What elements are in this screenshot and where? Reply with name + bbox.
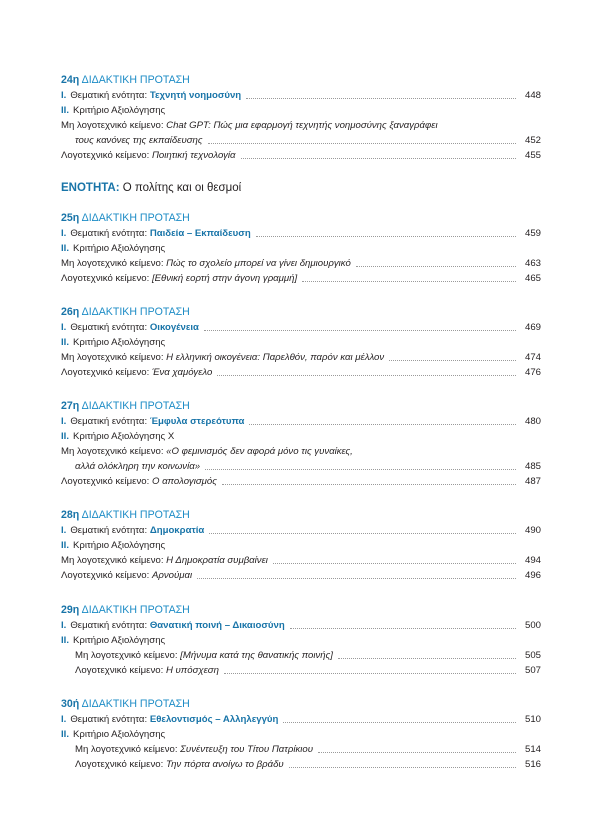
unit-label: ΕΝΟΤΗΤΑ: <box>61 182 120 194</box>
roman-numeral: II. <box>61 729 69 740</box>
entry-title: Συνέντευξη του Τίτου Πατρίκιου <box>180 744 313 755</box>
roman-numeral: I. <box>61 525 67 536</box>
page-number: 487 <box>524 476 541 487</box>
entry-prefix: Κριτήριο Αξιολόγησης <box>73 635 166 646</box>
toc-entry[interactable] <box>61 226 541 241</box>
section-heading <box>61 399 541 414</box>
toc-entry[interactable] <box>61 663 541 678</box>
entry-title: [Εθνική εορτή στην άγονη γραμμή] <box>151 273 298 284</box>
toc-entry[interactable] <box>61 712 541 727</box>
page-number: 474 <box>524 352 541 363</box>
roman-numeral: II. <box>61 635 69 646</box>
toc-entry[interactable] <box>61 553 541 568</box>
toc-entry[interactable] <box>61 474 541 489</box>
page-number: 494 <box>524 555 541 566</box>
page-number: 459 <box>524 228 541 239</box>
toc-section-24 <box>61 73 541 161</box>
page-number: 514 <box>524 744 541 755</box>
entry-prefix: Λογοτεχνικό κείμενο: <box>61 476 150 487</box>
section-number: 30ή <box>61 698 80 710</box>
entry-title: Η ελληνική οικογένεια: Παρελθόν, παρόν και μέλλον <box>166 352 385 363</box>
toc-entry[interactable] <box>61 88 541 103</box>
entry-prefix: Κριτήριο Αξιολόγησης <box>73 337 166 348</box>
entry-title: Πώς το σχολείο μπορεί να γίνει δημιουργικό <box>166 258 351 269</box>
section-number: 25η <box>61 212 80 224</box>
dot-leader <box>241 157 516 159</box>
dot-leader <box>289 766 516 768</box>
toc-section-25 <box>61 211 541 284</box>
toc-entry[interactable] <box>61 429 541 444</box>
dot-leader <box>318 751 516 753</box>
toc-entry[interactable] <box>61 742 541 757</box>
page-number: 510 <box>524 714 541 725</box>
toc-section-30 <box>61 697 541 770</box>
dot-leader <box>389 359 516 361</box>
toc-entry[interactable] <box>61 271 541 286</box>
entry-prefix: Λογοτεχνικό κείμενο: <box>61 150 150 161</box>
dot-leader <box>205 468 516 470</box>
entry-topic: Παιδεία – Εκπαίδευση <box>149 228 251 239</box>
page-number: 507 <box>524 665 541 676</box>
entry-prefix: Μη λογοτεχνικό κείμενο: <box>61 120 164 131</box>
section-label: ΔΙΔΑΚΤΙΚΗ ΠΡΟΤΑΣΗ <box>81 604 190 616</box>
entry-prefix: Θεματική ενότητα: <box>70 90 148 101</box>
dot-leader <box>224 672 516 674</box>
unit-title: Ο πολίτης και οι θεσμοί <box>119 182 242 194</box>
roman-numeral: I. <box>61 228 67 239</box>
entry-title: Η Δημοκρατία συμβαίνει <box>166 555 268 566</box>
toc-entry[interactable] <box>61 538 541 553</box>
page-number: 516 <box>524 759 541 770</box>
entry-title: Ένα χαμόγελο <box>151 367 213 378</box>
entry-prefix: Κριτήριο Αξιολόγησης <box>73 540 166 551</box>
dot-leader <box>302 280 516 282</box>
entry-prefix: Λογοτεχνικό κείμενο: <box>75 759 164 770</box>
entry-prefix: Μη λογοτεχνικό κείμενο: <box>61 352 164 363</box>
entry-prefix: Θεματική ενότητα: <box>70 620 148 631</box>
roman-numeral: I. <box>61 90 67 101</box>
page-number: 485 <box>524 461 541 472</box>
toc-entry[interactable] <box>61 727 541 742</box>
entry-topic: Έμφυλα στερεότυπα <box>149 416 245 427</box>
section-heading <box>61 211 541 226</box>
entry-prefix: Λογοτεχνικό κείμενο: <box>75 665 164 676</box>
toc-entry[interactable] <box>61 365 541 380</box>
entry-prefix: Μη λογοτεχνικό κείμενο: <box>61 555 164 566</box>
entry-title: Αρνούμαι <box>151 570 193 581</box>
page-number: 463 <box>524 258 541 269</box>
roman-numeral: II. <box>61 105 69 116</box>
section-label: ΔΙΔΑΚΤΙΚΗ ΠΡΟΤΑΣΗ <box>81 212 190 224</box>
roman-numeral: I. <box>61 322 67 333</box>
dot-leader <box>290 627 516 629</box>
section-label: ΔΙΔΑΚΤΙΚΗ ΠΡΟΤΑΣΗ <box>81 698 190 710</box>
roman-numeral: I. <box>61 620 67 631</box>
entry-title: αλλά ολόκληρη την κοινωνία» <box>75 461 201 472</box>
toc-entry[interactable] <box>61 459 541 474</box>
toc-entry[interactable] <box>61 148 541 163</box>
roman-numeral: II. <box>61 243 69 254</box>
entry-prefix: Λογοτεχνικό κείμενο: <box>61 367 150 378</box>
section-label: ΔΙΔΑΚΤΙΚΗ ΠΡΟΤΑΣΗ <box>81 400 190 412</box>
toc-entry[interactable] <box>61 648 541 663</box>
entry-prefix: Θεματική ενότητα: <box>70 228 148 239</box>
toc-section-28 <box>61 508 541 581</box>
page-number: 448 <box>524 90 541 101</box>
dot-leader <box>246 97 516 99</box>
entry-prefix: Θεματική ενότητα: <box>70 416 148 427</box>
entry-prefix: Μη λογοτεχνικό κείμενο: <box>75 744 178 755</box>
dot-leader <box>283 721 516 723</box>
roman-numeral: II. <box>61 431 69 442</box>
toc-entry[interactable] <box>61 618 541 633</box>
entry-prefix: Θεματική ενότητα: <box>70 714 148 725</box>
dot-leader <box>217 374 516 376</box>
section-number: 28η <box>61 509 80 521</box>
page-number: 496 <box>524 570 541 581</box>
toc-entry[interactable] <box>61 335 541 350</box>
dot-leader <box>209 532 516 534</box>
roman-numeral: I. <box>61 714 67 725</box>
entry-prefix: Μη λογοτεχνικό κείμενο: <box>61 258 164 269</box>
section-label: ΔΙΔΑΚΤΙΚΗ ΠΡΟΤΑΣΗ <box>81 74 190 86</box>
toc-entry[interactable] <box>61 523 541 538</box>
section-number: 27η <box>61 400 80 412</box>
entry-title: [Μήνυμα κατά της θανατικής ποινής] <box>180 650 333 661</box>
dot-leader <box>356 265 516 267</box>
dot-leader <box>197 577 516 579</box>
toc-entry[interactable] <box>61 633 541 648</box>
entry-topic: Οικογένεια <box>149 322 199 333</box>
roman-numeral: II. <box>61 337 69 348</box>
dot-leader <box>338 657 516 659</box>
entry-prefix: Μη λογοτεχνικό κείμενο: <box>61 446 164 457</box>
entry-prefix: Κριτήριο Αξιολόγησης <box>73 105 166 116</box>
section-heading <box>61 73 541 88</box>
toc-entry[interactable] <box>61 133 541 148</box>
toc-section-26 <box>61 305 541 378</box>
roman-numeral: II. <box>61 540 69 551</box>
dot-leader <box>273 562 516 564</box>
entry-prefix: Κριτήριο Αξιολόγησης <box>73 243 166 254</box>
section-label: ΔΙΔΑΚΤΙΚΗ ΠΡΟΤΑΣΗ <box>81 306 190 318</box>
toc-entry[interactable] <box>61 320 541 335</box>
roman-numeral: I. <box>61 416 67 427</box>
entry-title: τους κανόνες της εκπαίδευσης <box>75 135 203 146</box>
page-number: 452 <box>524 135 541 146</box>
dot-leader <box>208 142 516 144</box>
section-number: 29η <box>61 604 80 616</box>
entry-title: «Ο φεμινισμός δεν αφορά μόνο τις γυναίκες, <box>166 446 353 457</box>
page-number: 469 <box>524 322 541 333</box>
toc-entry[interactable] <box>61 256 541 271</box>
entry-title: Ο απολογισμός <box>151 476 217 487</box>
toc-section-27 <box>61 399 541 487</box>
entry-title: Ποιητική τεχνολογία <box>151 150 236 161</box>
entry-topic: Τεχνητή νοημοσύνη <box>149 90 242 101</box>
section-number: 24η <box>61 74 80 86</box>
entry-prefix: Κριτήριο Αξιολόγησης <box>73 729 166 740</box>
entry-prefix: Μη λογοτεχνικό κείμενο: <box>75 650 178 661</box>
dot-leader <box>249 423 516 425</box>
entry-prefix: Λογοτεχνικό κείμενο: <box>61 570 150 581</box>
section-heading <box>61 305 541 320</box>
toc-section-29 <box>61 603 541 676</box>
entry-topic: Δημοκρατία <box>149 525 205 536</box>
toc-entry[interactable] <box>61 414 541 429</box>
dot-leader <box>222 483 516 485</box>
page-number: 490 <box>524 525 541 536</box>
section-heading <box>61 603 541 618</box>
toc-entry[interactable] <box>61 118 541 133</box>
toc-entry[interactable] <box>61 757 541 772</box>
entry-title: Την πόρτα ανοίγω το βράδυ <box>165 759 284 770</box>
entry-prefix: Θεματική ενότητα: <box>70 322 148 333</box>
toc-entry[interactable] <box>61 103 541 118</box>
page-number: 480 <box>524 416 541 427</box>
section-label: ΔΙΔΑΚΤΙΚΗ ΠΡΟΤΑΣΗ <box>81 509 190 521</box>
entry-prefix: Θεματική ενότητα: <box>70 525 148 536</box>
toc-entry[interactable] <box>61 350 541 365</box>
entry-prefix: Κριτήριο Αξιολόγησης Χ <box>73 431 175 442</box>
dot-leader <box>204 329 516 331</box>
dot-leader <box>256 235 516 237</box>
toc-entry[interactable] <box>61 241 541 256</box>
toc-entry[interactable] <box>61 444 541 459</box>
page-number: 505 <box>524 650 541 661</box>
entry-topic: Θανατική ποινή – Δικαιοσύνη <box>149 620 285 631</box>
section-heading <box>61 697 541 712</box>
section-heading <box>61 508 541 523</box>
section-number: 26η <box>61 306 80 318</box>
page-number: 465 <box>524 273 541 284</box>
page-number: 455 <box>524 150 541 161</box>
entry-title: Chat GPT: Πώς μια εφαρμογή τεχνητής νοημοσύνης ξαναγράφει <box>166 120 438 131</box>
unit-heading <box>61 181 241 196</box>
entry-title: Η υπόσχεση <box>165 665 219 676</box>
toc-entry[interactable] <box>61 568 541 583</box>
page-number: 500 <box>524 620 541 631</box>
page-number: 476 <box>524 367 541 378</box>
entry-prefix: Λογοτεχνικό κείμενο: <box>61 273 150 284</box>
entry-topic: Εθελοντισμός – Αλληλεγγύη <box>149 714 279 725</box>
